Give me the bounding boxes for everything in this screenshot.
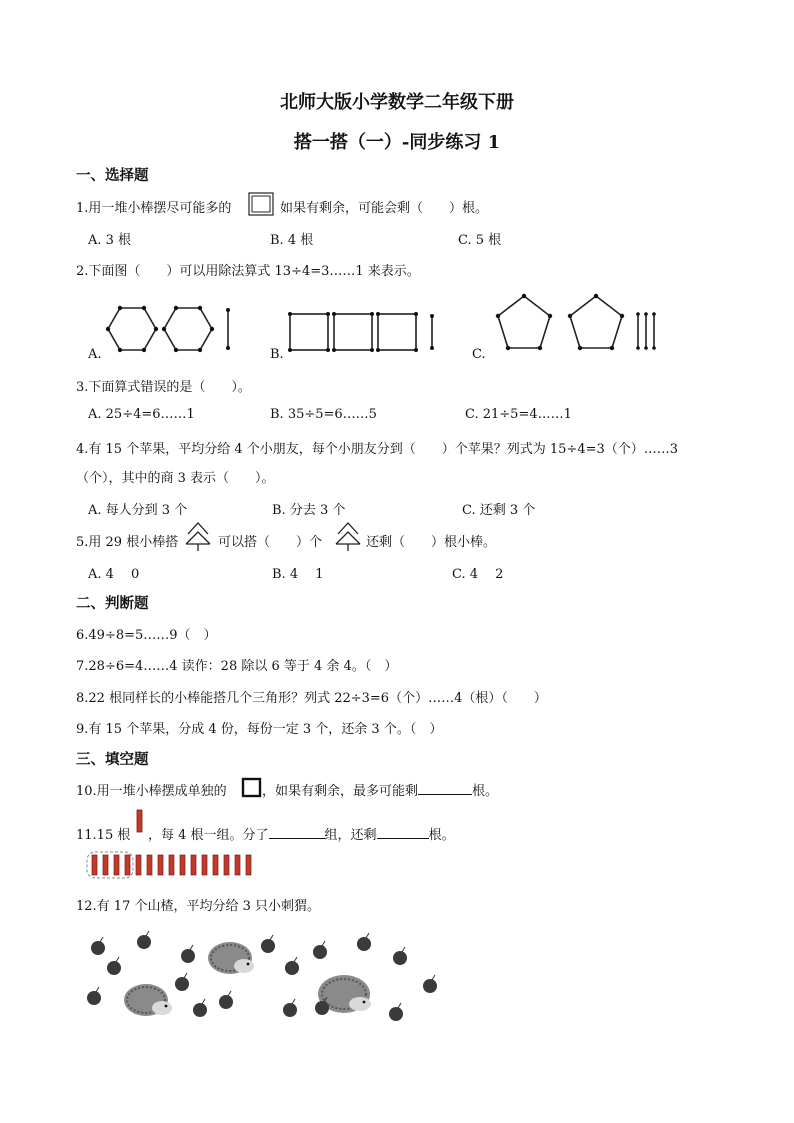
q2-figure-a[interactable] bbox=[100, 300, 240, 355]
q4-option-b[interactable]: B. 分去 3 个 bbox=[272, 503, 346, 518]
hawthorn-berry bbox=[357, 937, 371, 951]
section-choice-heading: 一、选择题 bbox=[76, 168, 149, 184]
question-11-rest bbox=[148, 824, 455, 843]
red-stick bbox=[158, 855, 163, 875]
hedgehog-icon bbox=[124, 984, 172, 1016]
berry-stem bbox=[294, 957, 297, 962]
berry-stem bbox=[398, 1003, 401, 1008]
q5-option-c[interactable]: C. 4 2 bbox=[452, 567, 504, 582]
hawthorn-berry bbox=[87, 991, 101, 1005]
question-10-rest bbox=[262, 780, 498, 799]
q2-label-c: C. bbox=[472, 347, 486, 362]
question-4-line-2: （个），其中的商 3 表示（ ）。 bbox=[76, 471, 275, 486]
q1-option-a[interactable]: A. 3 根 bbox=[88, 233, 132, 248]
berry-stem bbox=[100, 937, 103, 942]
section-judge-heading: 二、判断题 bbox=[76, 596, 149, 612]
question-9: 9.有 15 个苹果，分成 4 份，每份一定 3 个，还余 3 个。（ ） bbox=[76, 722, 443, 737]
q11-groups-blank[interactable] bbox=[269, 824, 325, 839]
red-stick bbox=[224, 855, 229, 875]
red-stick bbox=[114, 855, 119, 875]
question-6: 6.49÷8=5……9（ ） bbox=[76, 628, 217, 643]
q11-remainder-blank[interactable] bbox=[377, 824, 429, 839]
question-11-text-c: 组，还剩 bbox=[324, 828, 377, 843]
berry-stem bbox=[366, 933, 369, 938]
red-stick bbox=[213, 855, 218, 875]
question-11-text-a: 11.15 根 bbox=[76, 828, 131, 843]
hawthorn-berry bbox=[285, 961, 299, 975]
q3-option-a[interactable]: A. 25÷4=6……1 bbox=[88, 407, 195, 422]
red-sticks-row bbox=[86, 850, 266, 880]
berry-stem bbox=[184, 973, 187, 978]
q5-option-b[interactable]: B. 4 1 bbox=[272, 567, 324, 582]
berry-stem bbox=[202, 999, 205, 1004]
red-stick bbox=[103, 855, 108, 875]
question-3: 3.下面算式错误的是（ ）。 bbox=[76, 380, 251, 395]
red-stick bbox=[180, 855, 185, 875]
question-11-text-b: ，每 4 根一组。分了 bbox=[148, 828, 269, 843]
question-5-text-c: 还剩（ ）根小棒。 bbox=[366, 535, 497, 550]
question-8: 8.22 根同样长的小棒能搭几个三角形？列式 22÷3=6（个）……4（根）（ ） bbox=[76, 691, 547, 706]
question-5-text-a: 5.用 29 根小棒搭 bbox=[76, 535, 179, 550]
berry-stem bbox=[322, 941, 325, 946]
berry-stem bbox=[190, 945, 193, 950]
question-1-text-a: 1.用一堆小棒摆尽可能多的 bbox=[76, 201, 232, 216]
red-stick bbox=[235, 855, 240, 875]
q3-option-c[interactable]: C. 21÷5=4……1 bbox=[465, 407, 572, 422]
page-title: 北师大版小学数学二年级下册 bbox=[280, 92, 514, 113]
question-5-text-b: 可以搭（ ）个 bbox=[218, 535, 323, 550]
question-10-text-a: 10.用一堆小棒摆成单独的 bbox=[76, 784, 227, 799]
hawthorn-berry bbox=[181, 949, 195, 963]
question-7: 7.28÷6=4……4 读作：28 除以 6 等于 4 余 4。（ ） bbox=[76, 659, 398, 674]
red-stick bbox=[191, 855, 196, 875]
hawthorn-berry bbox=[313, 945, 327, 959]
red-stick bbox=[125, 855, 130, 875]
tree-stick-icon-2 bbox=[334, 520, 362, 552]
q4-option-a[interactable]: A. 每人分到 3 个 bbox=[88, 503, 188, 518]
red-stick bbox=[246, 855, 251, 875]
hawthorn-berry bbox=[423, 979, 437, 993]
question-4-line-1: 4.有 15 个苹果，平均分给 4 个小朋友，每个小朋友分到（ ）个苹果？列式为 15÷4=3（个）……3 bbox=[76, 442, 679, 457]
small-square-icon bbox=[240, 776, 264, 800]
red-stick bbox=[136, 855, 141, 875]
hawthorn-berry bbox=[219, 995, 233, 1009]
berry-stem bbox=[116, 957, 119, 962]
hawthorn-berry bbox=[107, 961, 121, 975]
berry-stem bbox=[292, 999, 295, 1004]
square-stick-icon bbox=[246, 190, 276, 218]
q2-figure-b[interactable] bbox=[282, 308, 442, 356]
red-stick bbox=[147, 855, 152, 875]
berry-stem bbox=[146, 931, 149, 936]
berry-stem bbox=[228, 991, 231, 996]
hawthorn-berry bbox=[261, 939, 275, 953]
q2-label-b: B. bbox=[270, 347, 284, 362]
question-10-text-b: ，如果有剩余，最多可能剩 bbox=[262, 784, 419, 799]
hawthorn-berry bbox=[175, 977, 189, 991]
question-1 bbox=[76, 197, 231, 216]
tree-stick-icon bbox=[184, 520, 212, 552]
red-stick bbox=[169, 855, 174, 875]
berry-stem bbox=[96, 987, 99, 992]
q5-option-a[interactable]: A. 4 0 bbox=[88, 567, 140, 582]
hedgehog-icon-2 bbox=[208, 942, 254, 974]
hawthorn-berry bbox=[91, 941, 105, 955]
berry-stem bbox=[270, 935, 273, 940]
red-stick-icon bbox=[134, 808, 146, 834]
question-12: 12.有 17 个山楂，平均分给 3 只小刺猬。 bbox=[76, 899, 321, 914]
hawthorn-berry bbox=[193, 1003, 207, 1017]
section-fill-heading: 三、填空题 bbox=[76, 752, 149, 768]
red-stick bbox=[92, 855, 97, 875]
q1-option-b[interactable]: B. 4 根 bbox=[270, 233, 314, 248]
question-2: 2.下面图（ ）可以用除法算式 13÷4=3……1 来表示。 bbox=[76, 264, 420, 279]
q2-label-a: A. bbox=[88, 347, 102, 362]
q3-option-b[interactable]: B. 35÷5=6……5 bbox=[270, 407, 377, 422]
question-10-text-c: 根。 bbox=[472, 784, 499, 799]
berry-stem bbox=[432, 975, 435, 980]
question-11-text-d: 根。 bbox=[428, 828, 455, 843]
q2-figure-c[interactable] bbox=[488, 290, 668, 356]
red-stick bbox=[202, 855, 207, 875]
hawthorn-berry bbox=[393, 951, 407, 965]
hawthorn-hedgehog-illustration bbox=[84, 928, 444, 1028]
hawthorn-berry bbox=[315, 1001, 329, 1015]
q10-answer-blank[interactable] bbox=[418, 780, 472, 795]
hawthorn-berry bbox=[137, 935, 151, 949]
hawthorn-berry bbox=[389, 1007, 403, 1021]
question-1-text-b: 如果有剩余，可能会剩（ ）根。 bbox=[280, 201, 489, 216]
hawthorn-berry bbox=[283, 1003, 297, 1017]
q1-option-c[interactable]: C. 5 根 bbox=[458, 233, 502, 248]
q4-option-c[interactable]: C. 还剩 3 个 bbox=[462, 503, 536, 518]
page-subtitle: 搭一搭（一）-同步练习 1 bbox=[293, 132, 501, 153]
berry-stem bbox=[402, 947, 405, 952]
